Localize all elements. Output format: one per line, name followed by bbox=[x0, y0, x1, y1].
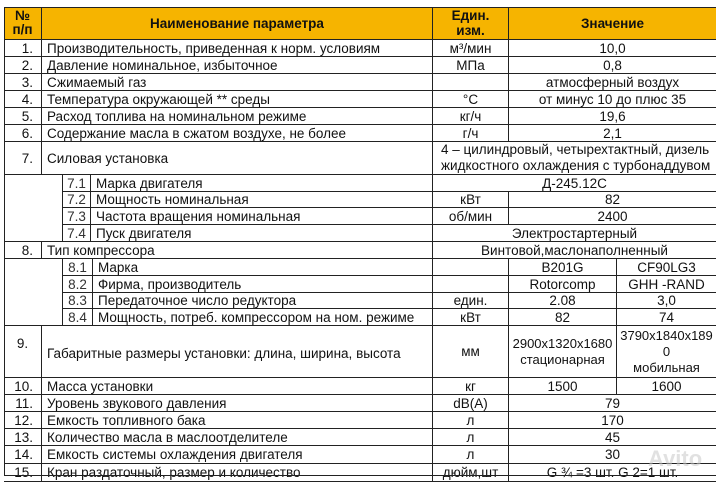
row-value-a bbox=[508, 326, 616, 377]
table-row bbox=[4, 378, 716, 395]
row-value: 79 bbox=[508, 395, 716, 411]
row-num: 3. bbox=[21, 74, 33, 90]
sub-row-name: Мощность, потреб. компрессором на ном. режиме bbox=[92, 309, 432, 325]
row-unit: мм bbox=[432, 326, 508, 377]
sub-row-value: 2400 bbox=[508, 208, 716, 224]
row-value-b bbox=[616, 326, 716, 377]
sub-row-name: Марка bbox=[92, 259, 432, 275]
sub-row bbox=[62, 192, 716, 208]
sub-row-value-a: B201G bbox=[508, 259, 616, 275]
row-name: Расход топлива на номинальном режиме bbox=[41, 108, 432, 124]
row-value: G ¾ =3 шт. G 2=1 шт. bbox=[508, 464, 716, 481]
sub-row bbox=[62, 175, 716, 192]
header-num bbox=[4, 7, 41, 39]
sub-row bbox=[62, 293, 716, 309]
table-row bbox=[4, 395, 716, 412]
sub-row-value-b: 3,0 bbox=[616, 293, 716, 308]
row-value: 2,1 bbox=[508, 125, 716, 141]
table-row bbox=[4, 74, 716, 91]
table-row bbox=[4, 125, 716, 142]
row-num: 9. bbox=[16, 336, 29, 351]
header-unit-line2: изм. bbox=[456, 23, 485, 38]
table-row bbox=[4, 108, 716, 125]
table-row bbox=[4, 142, 716, 175]
sub-row-name: Фирма, производитель bbox=[92, 276, 432, 292]
row-unit: дюйм,шт bbox=[432, 464, 508, 481]
row-value-b-line1: 3790x1840x189 bbox=[620, 327, 713, 343]
header-unit-line1: Един. bbox=[451, 8, 490, 23]
row-name: Емкость системы охлаждения двигателя bbox=[41, 446, 432, 463]
row-unit: кг bbox=[432, 378, 508, 394]
row-unit: л bbox=[432, 429, 508, 445]
header-value: Значение bbox=[508, 7, 716, 39]
table-row bbox=[4, 91, 716, 108]
sub-row-num: 8.4 bbox=[62, 309, 92, 325]
sub-row-num: 7.4 bbox=[62, 225, 90, 241]
sub-row-name: Мощность номинальная bbox=[90, 192, 432, 207]
row-name: Производительность, приведенная к норм. условиям bbox=[41, 40, 432, 56]
sub-row-value: Электростартерный bbox=[432, 225, 716, 241]
row-value: 19,6 bbox=[508, 108, 716, 124]
sub-row-value-a: Rotorcomp bbox=[508, 276, 616, 292]
row-value-a-line1: 2900x1320x1680 bbox=[512, 335, 613, 351]
row-value: 30 bbox=[508, 446, 716, 463]
table-row bbox=[4, 446, 716, 464]
table-row bbox=[4, 242, 716, 259]
sub-row bbox=[62, 309, 716, 326]
row-unit: кг/ч bbox=[432, 108, 508, 124]
table-row bbox=[4, 326, 716, 378]
sub7-spacer bbox=[4, 175, 62, 242]
row-name: Кран раздаточный, размер и количество bbox=[41, 464, 432, 481]
row-name: Сжимаемый газ bbox=[41, 74, 432, 90]
row-unit: г/ч bbox=[432, 125, 508, 141]
header-name: Наименование параметра bbox=[41, 7, 432, 39]
row-value: 45 bbox=[508, 429, 716, 445]
row-unit: dB(A) bbox=[432, 395, 508, 411]
row-unit: м³/мин bbox=[432, 40, 508, 56]
sub-row bbox=[62, 259, 716, 276]
sub-row bbox=[62, 225, 716, 242]
sub-row-value-b: 74 bbox=[616, 309, 716, 325]
row-value: 0,8 bbox=[508, 57, 716, 73]
sub-row-unit bbox=[432, 259, 508, 275]
row-num: 13. bbox=[14, 429, 33, 445]
row-num: 5. bbox=[21, 108, 33, 124]
sub-row-name: Частота вращения номинальная bbox=[90, 208, 432, 224]
sub-row-value-b: GHH -RAND bbox=[616, 276, 716, 292]
row-name: Емкость топливного бака bbox=[41, 412, 432, 428]
sub-row-num: 8.1 bbox=[62, 259, 92, 275]
row-num: 4. bbox=[21, 91, 33, 107]
sub-row-value-a: 2.08 bbox=[508, 293, 616, 308]
row-name: Температура окружающей ** среды bbox=[41, 91, 432, 107]
sub-row-name: Передаточное число редуктора bbox=[92, 293, 432, 308]
row-name: Силовая установка bbox=[41, 142, 432, 174]
table-header bbox=[4, 7, 716, 40]
sub-row-num: 8.2 bbox=[62, 276, 92, 292]
sub-row-value-a: 82 bbox=[508, 309, 616, 325]
sub-row bbox=[62, 208, 716, 225]
sub-row-name: Марка двигателя bbox=[90, 175, 432, 191]
row-value: от минус 10 до плюс 35 bbox=[508, 91, 716, 107]
sub-row-num: 7.1 bbox=[62, 175, 90, 191]
row-value: Винтовой,маслонаполненный bbox=[432, 242, 716, 258]
sub-row-unit: кВт bbox=[432, 309, 508, 325]
row-name: Давление номинальное, избыточное bbox=[41, 57, 432, 73]
header-unit bbox=[432, 7, 508, 39]
sub8-spacer bbox=[4, 259, 62, 326]
row-value: 10,0 bbox=[508, 40, 716, 56]
row-value-a-line2: стационарная bbox=[520, 351, 605, 367]
row-num: 11. bbox=[15, 395, 33, 411]
row-unit: л bbox=[432, 412, 508, 428]
table-row bbox=[4, 464, 716, 482]
row-name: Уровень звукового давления bbox=[41, 395, 432, 411]
row-num: 2. bbox=[21, 57, 33, 73]
row-num: 7. bbox=[21, 150, 33, 166]
row-value-b-line3: мобильная bbox=[633, 359, 700, 375]
row-name: Габаритные размеры установки: длина, ширина, высота bbox=[41, 326, 432, 377]
table-row bbox=[4, 412, 716, 429]
sub-row-unit bbox=[432, 276, 508, 292]
row-unit bbox=[432, 74, 508, 90]
sub-row-unit: кВт bbox=[432, 192, 508, 207]
row-num: 8. bbox=[21, 242, 33, 258]
header-num-line1: № bbox=[14, 8, 31, 23]
row-value: атмосферный воздух bbox=[508, 74, 716, 90]
sub-row-num: 7.3 bbox=[62, 208, 90, 224]
row-value-line2: жидкостного охлаждения с турбонаддувом bbox=[441, 158, 711, 173]
watermark: Avito bbox=[648, 446, 703, 471]
row-num: 10. bbox=[14, 378, 33, 394]
row-value: 170 bbox=[508, 412, 716, 428]
sub-row-name: Пуск двигателя bbox=[90, 225, 432, 241]
row-num: 15. bbox=[14, 465, 33, 480]
sub-row-num: 7.2 bbox=[62, 192, 90, 207]
table-row bbox=[4, 429, 716, 446]
row-unit: МПа bbox=[432, 57, 508, 73]
row-name: Количество масла в маслоотделителе bbox=[41, 429, 432, 445]
header-num-line2: п/п bbox=[12, 22, 33, 37]
table-row bbox=[4, 40, 716, 57]
sub-row-unit: един. bbox=[432, 293, 508, 308]
row-num: 14. bbox=[14, 447, 33, 462]
row-value-b: 1600 bbox=[616, 378, 716, 394]
sub-row-num: 8.3 bbox=[62, 293, 92, 308]
row-value-line1: 4 – цилиндровый, четырехтактный, дизель bbox=[441, 142, 710, 157]
row-num: 6. bbox=[21, 125, 33, 141]
row-num: 12. bbox=[14, 412, 33, 428]
sub-row-value: 82 bbox=[508, 192, 716, 207]
table-row bbox=[4, 57, 716, 74]
row-value-a: 1500 bbox=[508, 378, 616, 394]
sub-row-value-b: CF90LG3 bbox=[616, 259, 716, 275]
sub-row-unit: об/мин bbox=[432, 208, 508, 224]
row-unit: л bbox=[432, 446, 508, 463]
sub-row-value: Д-245.12С bbox=[432, 175, 716, 191]
row-value-b-line2: 0 bbox=[662, 343, 671, 359]
row-name: Масса установки bbox=[41, 378, 432, 394]
row-name: Тип компрессора bbox=[41, 242, 432, 258]
row-num: 1. bbox=[21, 40, 33, 56]
row-unit: °С bbox=[432, 91, 508, 107]
row-name: Содержание масла в сжатом воздухе, не более bbox=[41, 125, 432, 141]
row-value bbox=[432, 142, 716, 174]
sub-row bbox=[62, 276, 716, 293]
